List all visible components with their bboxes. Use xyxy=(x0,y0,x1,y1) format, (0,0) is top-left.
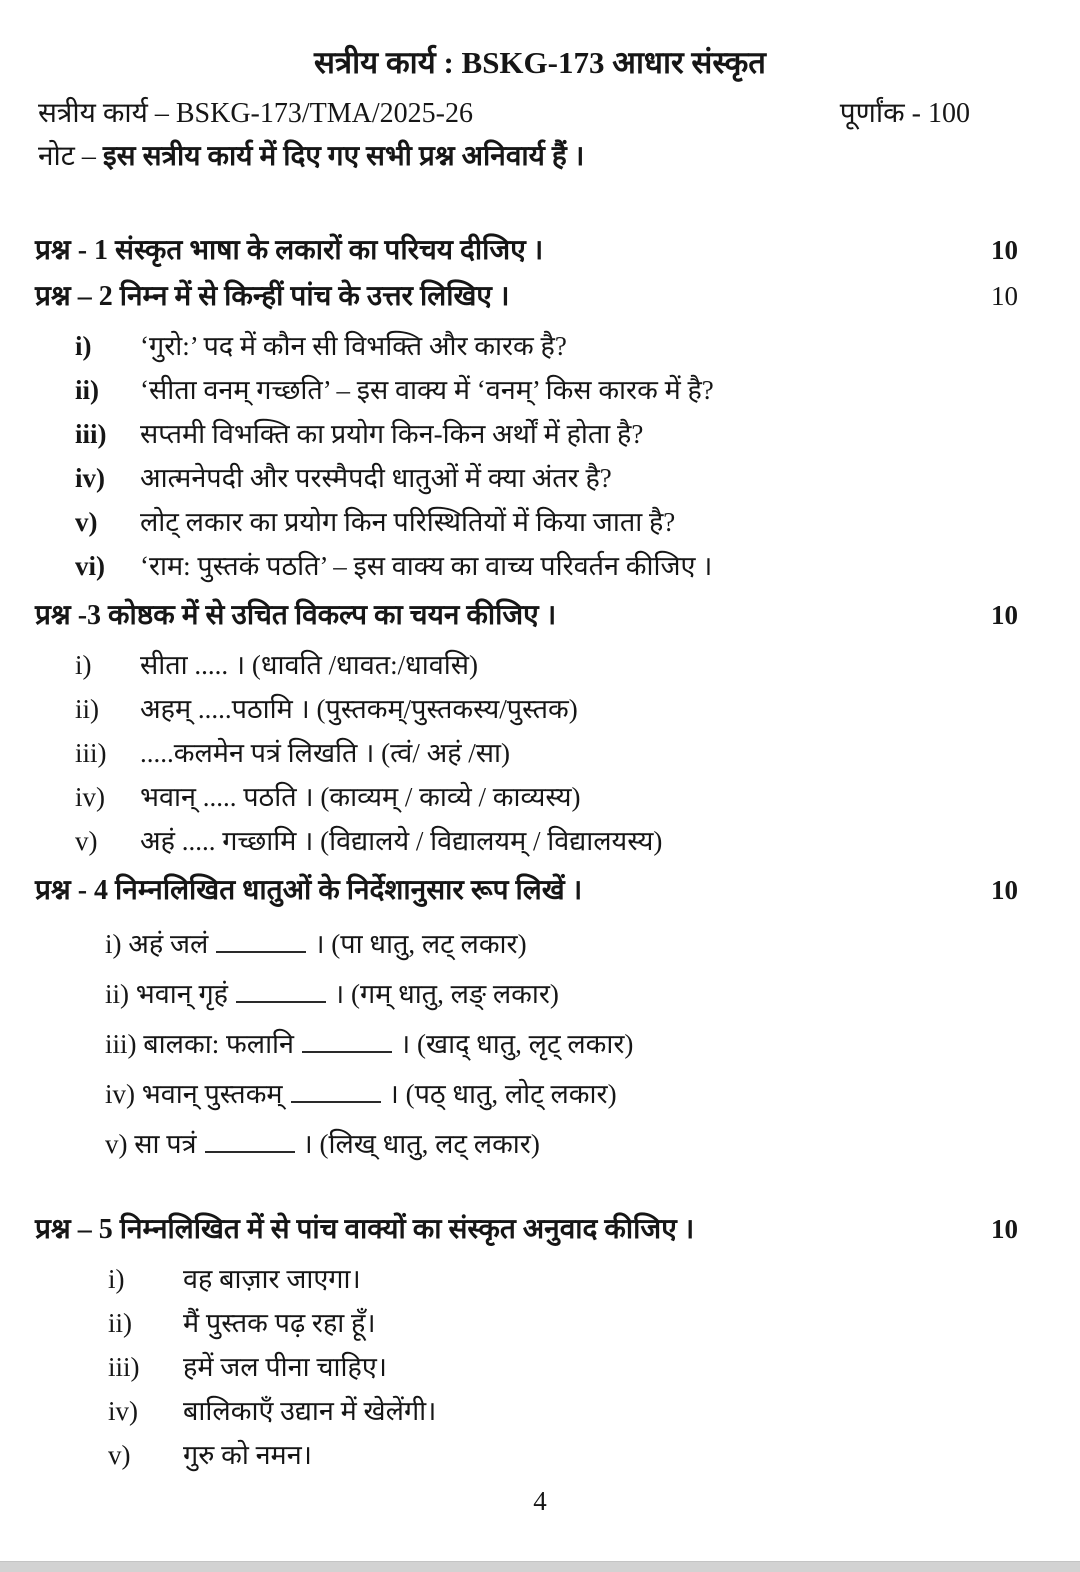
item-text-pre: भवान् पुस्तकम् xyxy=(141,1079,283,1109)
question-5-marks: 10 xyxy=(991,1214,1018,1244)
max-marks: पूर्णांक - 100 xyxy=(839,98,970,129)
list-item xyxy=(0,1352,1080,1382)
question-3 xyxy=(0,597,1080,634)
fill-in-blank xyxy=(302,1024,392,1053)
item-text: भवान् ..... पठति । (काव्यम् / काव्ये / काव्यस्य) xyxy=(140,782,581,812)
item-marker: iv) xyxy=(108,1396,138,1426)
item-text-pre: अहं जलं xyxy=(128,929,209,959)
header-row xyxy=(0,84,1080,132)
item-text: अहम् .....पठामि । (पुस्तकम्/पुस्तकस्य/पुस्तक) xyxy=(140,694,578,724)
item-marker: iv) xyxy=(105,1079,135,1109)
item-marker: i) xyxy=(108,1264,125,1294)
item-marker: i) xyxy=(75,331,92,361)
question-1-heading: प्रश्न - 1 संस्कृत भाषा के लकारों का परिचय दीजिए । xyxy=(35,235,544,266)
list-item xyxy=(0,826,1080,856)
question-4-marks: 10 xyxy=(991,875,1018,905)
item-marker: iv) xyxy=(75,782,105,812)
item-text: लोट् लकार का प्रयोग किन परिस्थितियों में किया जाता है? xyxy=(140,507,676,537)
item-text-pre: भवान् गृहं xyxy=(135,979,229,1009)
list-item xyxy=(0,1124,1080,1159)
question-2-items xyxy=(0,331,1080,581)
list-item xyxy=(0,419,1080,449)
item-text-pre: बालका: फलानि xyxy=(143,1029,295,1059)
item-text: सीता ..... । (धावति /धावत:/धावसि) xyxy=(140,650,478,680)
question-5-items xyxy=(0,1264,1080,1470)
item-text: ‘गुरो:’ पद में कौन सी विभक्ति और कारक है? xyxy=(140,331,567,361)
list-item xyxy=(0,1396,1080,1426)
list-item xyxy=(0,694,1080,724)
item-text-post: । (खाद् धातु, लृट् लकार) xyxy=(400,1029,634,1059)
bottom-edge-bar xyxy=(0,1561,1080,1572)
item-text-post: । (लिख् धातु, लट् लकार) xyxy=(302,1129,540,1159)
question-4-items xyxy=(0,924,1080,1159)
list-item xyxy=(0,974,1080,1009)
item-marker: i) xyxy=(75,650,92,680)
item-text: हमें जल पीना चाहिए। xyxy=(183,1352,388,1382)
question-1 xyxy=(0,232,1080,269)
item-marker: iii) xyxy=(105,1029,137,1059)
note-text: इस सत्रीय कार्य में दिए गए सभी प्रश्न अनिवार्य हैं । xyxy=(102,141,585,172)
item-text: गुरु को नमन। xyxy=(183,1440,312,1470)
item-text: वह बाज़ार जाएगा। xyxy=(183,1264,361,1294)
list-item xyxy=(0,650,1080,680)
question-4-heading: प्रश्न - 4 निम्नलिखित धातुओं के निर्देशानुसार रूप लिखें । xyxy=(35,875,583,906)
list-item xyxy=(0,375,1080,405)
item-text: ‘सीता वनम् गच्छति’ – इस वाक्य में ‘वनम्’ किस कारक में है? xyxy=(140,375,714,405)
list-item xyxy=(0,738,1080,768)
item-marker: i) xyxy=(105,929,122,959)
list-item xyxy=(0,463,1080,493)
question-2-marks: 10 xyxy=(991,281,1018,311)
item-marker: ii) xyxy=(75,694,99,724)
item-text: ‘राम: पुस्तकं पठति’ – इस वाक्य का वाच्य परिवर्तन कीजिए । xyxy=(140,551,713,581)
item-marker: iii) xyxy=(75,419,107,449)
page-title: सत्रीय कार्य : BSKG-173 आधार संस्कृत xyxy=(314,45,766,80)
fill-in-blank xyxy=(205,1124,295,1153)
note-label: नोट – xyxy=(38,141,96,172)
list-item xyxy=(0,782,1080,812)
fill-in-blank xyxy=(236,974,326,1003)
item-text: मैं पुस्तक पढ़ रहा हूँ। xyxy=(183,1308,376,1338)
item-text: बालिकाएँ उद्यान में खेलेंगी। xyxy=(183,1396,437,1426)
item-marker: v) xyxy=(108,1440,131,1470)
fill-in-blank xyxy=(216,924,306,953)
item-text: .....कलमेन पत्रं लिखति । (त्वं/ अहं /सा) xyxy=(140,738,511,768)
page-number: 4 xyxy=(533,1486,547,1516)
question-4 xyxy=(0,872,1080,909)
question-5 xyxy=(0,1211,1080,1248)
item-marker: vi) xyxy=(75,551,105,581)
note-line xyxy=(0,132,1080,176)
fill-in-blank xyxy=(291,1074,381,1103)
question-2 xyxy=(0,278,1080,315)
question-3-marks: 10 xyxy=(991,600,1018,630)
item-marker: v) xyxy=(105,1129,128,1159)
list-item xyxy=(0,924,1080,959)
list-item xyxy=(0,1074,1080,1109)
list-item xyxy=(0,1308,1080,1338)
list-item xyxy=(0,551,1080,581)
item-marker: ii) xyxy=(75,375,99,405)
list-item xyxy=(0,1024,1080,1059)
item-text-post: । (पठ् धातु, लोट् लकार) xyxy=(388,1079,617,1109)
question-3-items xyxy=(0,650,1080,856)
list-item xyxy=(0,331,1080,361)
list-item xyxy=(0,1440,1080,1470)
item-text-post: । (गम् धातु, लङ् लकार) xyxy=(334,979,559,1009)
item-marker: v) xyxy=(75,507,98,537)
item-marker: ii) xyxy=(108,1308,132,1338)
item-text: सप्तमी विभक्ति का प्रयोग किन-किन अर्थों में होता है? xyxy=(140,419,644,449)
item-text: आत्मनेपदी और परस्मैपदी धातुओं में क्या अंतर है? xyxy=(140,463,612,493)
item-text-pre: सा पत्रं xyxy=(134,1129,197,1159)
list-item xyxy=(0,1264,1080,1294)
question-3-heading: प्रश्न -3 कोष्ठक में से उचित विकल्प का चयन कीजिए । xyxy=(35,600,557,631)
item-text: अहं ..... गच्छामि । (विद्यालये / विद्यालयम् / विद्यालयस्य) xyxy=(140,826,663,856)
list-item xyxy=(0,507,1080,537)
item-text-post: । (पा धातु, लट् लकार) xyxy=(314,929,527,959)
item-marker: v) xyxy=(75,826,98,856)
item-marker: ii) xyxy=(105,979,129,1009)
item-marker: iv) xyxy=(75,463,105,493)
item-marker: iii) xyxy=(108,1352,140,1382)
question-5-heading: प्रश्न – 5 निम्नलिखित में से पांच वाक्यों का संस्कृत अनुवाद कीजिए । xyxy=(35,1214,695,1245)
assignment-code: सत्रीय कार्य – BSKG-173/TMA/2025-26 xyxy=(38,98,473,129)
question-2-heading: प्रश्न – 2 निम्न में से किन्हीं पांच के उत्तर लिखिए । xyxy=(35,281,510,312)
question-1-marks: 10 xyxy=(991,235,1018,265)
item-marker: iii) xyxy=(75,738,107,768)
